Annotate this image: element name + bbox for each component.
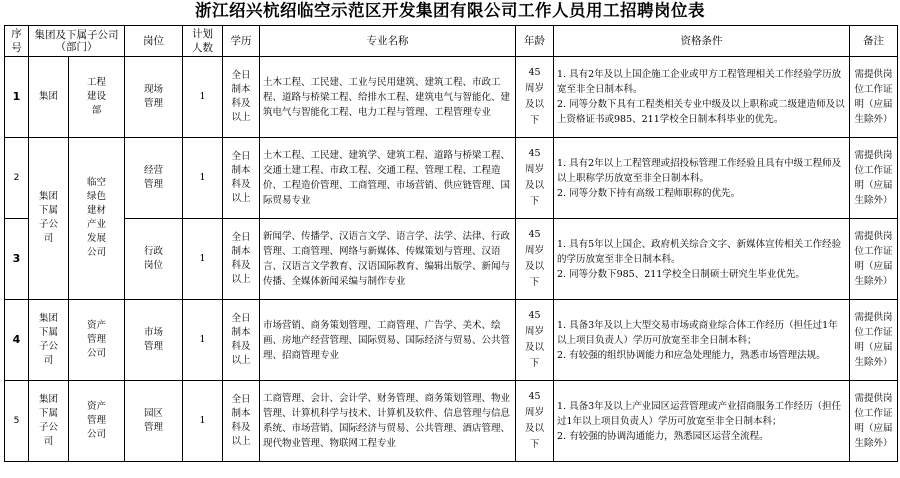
row-education: 全日制本科及以上 bbox=[223, 57, 260, 138]
row-position: 现场管理 bbox=[125, 57, 183, 138]
row-remark: 需提供岗位工作证明（应届生除外） bbox=[850, 219, 898, 300]
row-count: 1 bbox=[183, 57, 223, 138]
row-seq: 3 bbox=[5, 219, 29, 300]
row-company: 集团下属子公司 bbox=[29, 138, 69, 300]
row-position: 市场管理 bbox=[125, 300, 183, 381]
row-seq: 5 bbox=[5, 381, 29, 462]
table-row bbox=[5, 381, 898, 462]
row-company: 集团下属子公司 bbox=[29, 300, 69, 381]
table-row bbox=[5, 138, 898, 219]
row-position: 经营管理 bbox=[125, 138, 183, 219]
row-major: 新闻学、传播学、汉语言文学、语言学、法学、法律、行政管理、工商管理、网络与新媒体、传媒策划与管理、汉语言、汉语言文学教育、汉语国际教育、编辑出版学、新闻与传播、全媒体新闻采编与制作专业 bbox=[260, 219, 516, 300]
row-age: 45周岁及以下 bbox=[516, 381, 554, 462]
header-seq: 序号 bbox=[5, 26, 29, 57]
row-remark: 需提供岗位工作证明（应届生除外） bbox=[850, 381, 898, 462]
row-remark: 需提供岗位工作证明（应届生除外） bbox=[850, 300, 898, 381]
row-age: 45周岁及以下 bbox=[516, 138, 554, 219]
table-header-row bbox=[5, 26, 898, 57]
row-company: 集团 bbox=[29, 57, 69, 138]
row-seq: 4 bbox=[5, 300, 29, 381]
row-qualification: 1. 具有5年以上国企、政府机关综合文字、新媒体宣传相关工作经验的学历放宽至非全日制本科。 2. 同等分数下985、211学校全日制硕士研究生毕业优先。 bbox=[554, 219, 850, 300]
row-count: 1 bbox=[183, 138, 223, 219]
row-position: 行政岗位 bbox=[125, 219, 183, 300]
table-row bbox=[5, 57, 898, 138]
row-remark: 需提供岗位工作证明（应届生除外） bbox=[850, 57, 898, 138]
table-row bbox=[5, 219, 898, 300]
row-qualification: 1. 具备3年及以上大型交易市场或商业综合体工作经历（担任过1年以上项目负责人）学历可放宽至非全日制本科； 2. 有较强的组织协调能力和应急处理能力，熟悉市场管理法规。 bbox=[554, 300, 850, 381]
row-education: 全日制本科及以上 bbox=[223, 381, 260, 462]
row-remark: 需提供岗位工作证明（应届生除外） bbox=[850, 138, 898, 219]
row-count: 1 bbox=[183, 300, 223, 381]
header-remark: 备注 bbox=[850, 26, 898, 57]
row-dept: 临空绿色建材产业发展公司 bbox=[69, 138, 125, 300]
row-qualification: 1. 具有2年以上工程管理或招投标管理工作经验且具有中级工程师及以上职称学历放宽至非全日制本科。 2. 同等分数下持有高级工程师职称的优先。 bbox=[554, 138, 850, 219]
row-dept: 资产管理公司 bbox=[69, 381, 125, 462]
row-education: 全日制本科及以上 bbox=[223, 219, 260, 300]
document-title: 浙江绍兴杭绍临空示范区开发集团有限公司工作人员用工招聘岗位表 bbox=[195, 1, 705, 20]
recruitment-table bbox=[4, 25, 898, 462]
row-qualification: 1. 具备3年及以上产业园区运营管理或产业招商服务工作经历（担任过1年以上项目负责人）学历可放宽至非全日制本科； 2. 有较强的协调沟通能力，熟悉园区运营全流程。 bbox=[554, 381, 850, 462]
row-education: 全日制本科及以上 bbox=[223, 300, 260, 381]
row-education: 全日制本科及以上 bbox=[223, 138, 260, 219]
row-age: 45周岁及以下 bbox=[516, 219, 554, 300]
header-company: 集团及下属子公司（部门） bbox=[29, 26, 125, 57]
header-position: 岗位 bbox=[125, 26, 183, 57]
header-major: 专业名称 bbox=[260, 26, 516, 57]
row-major: 土木工程、工民建、工业与民用建筑、建筑工程、市政工程、道路与桥梁工程、给排水工程、建筑电气与智能化、建筑电气与智能化工程、电力工程与管理、工程管理专业 bbox=[260, 57, 516, 138]
row-major: 工商管理、会计、会计学、财务管理、商务策划管理、物业管理、计算机科学与技术、计算机及软件、信息管理与信息系统、市场营销、国际经济与贸易、公共管理、酒店管理、现代物业管理、物联网工程专业 bbox=[260, 381, 516, 462]
header-age: 年龄 bbox=[516, 26, 554, 57]
row-count: 1 bbox=[183, 381, 223, 462]
row-qualification: 1. 具有2年及以上国企施工企业或甲方工程管理相关工作经验学历放宽至非全日制本科。 2. 同等分数下具有工程类相关专业中级及以上职称或二级建造师及以上资格证书或985、211学校全日制本科毕业的优先。 bbox=[554, 57, 850, 138]
row-count: 1 bbox=[183, 219, 223, 300]
table-row bbox=[5, 300, 898, 381]
row-position: 园区管理 bbox=[125, 381, 183, 462]
header-education: 学历 bbox=[223, 26, 260, 57]
header-count: 计划人数 bbox=[183, 26, 223, 57]
header-qualification: 资格条件 bbox=[554, 26, 850, 57]
row-age: 45周岁及以下 bbox=[516, 300, 554, 381]
row-company: 集团下属子公司 bbox=[29, 381, 69, 462]
row-seq: 1 bbox=[5, 57, 29, 138]
row-seq: 2 bbox=[5, 138, 29, 219]
row-age: 45周岁及以下 bbox=[516, 57, 554, 138]
row-major: 市场营销、商务策划管理、工商管理、广告学、美术、绘画、房地产经营管理、国际贸易、国际经济与贸易、公共管理、招商管理专业 bbox=[260, 300, 516, 381]
row-dept: 资产管理公司 bbox=[69, 300, 125, 381]
row-major: 土木工程、工民建、建筑学、建筑工程、道路与桥梁工程、交通土建工程、市政工程、交通工程、管理工程、工程造价、工程造价管理、工商管理、市场营销、供应链管理、国际贸易专业 bbox=[260, 138, 516, 219]
row-dept: 工程建设部 bbox=[69, 57, 125, 138]
